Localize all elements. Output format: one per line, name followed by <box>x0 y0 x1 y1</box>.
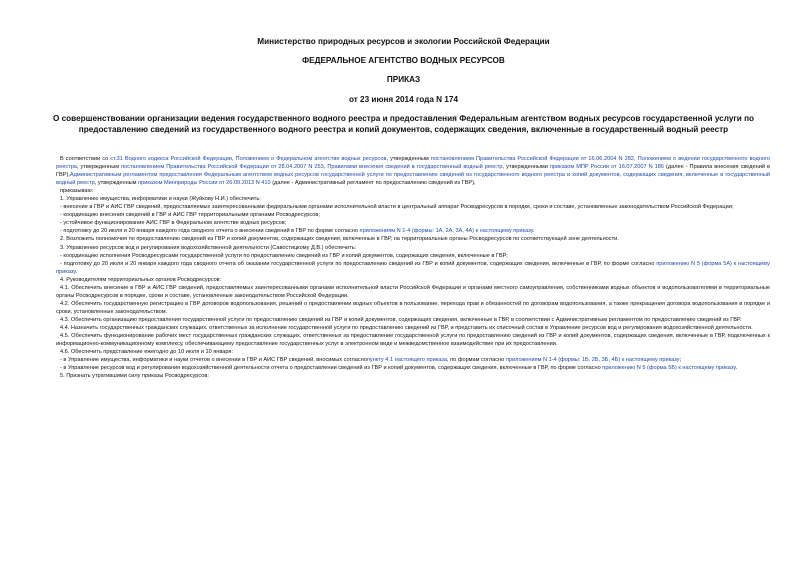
agency-regulation-link[interactable]: Положением о Федеральном агентстве водных ресурсов <box>235 156 387 162</box>
clause-text: , по формам согласно <box>447 357 506 364</box>
clause-3-item-b <box>56 260 770 276</box>
clause-4-1: 4.1. Обеспечить внесение в ГВР и АИС ГВР сведений, предоставляемых заинтересованными органами исполнительной власти Российской Федерации и органами местного самоуправления, собственниками водных объектов и водопользователями в территориальные органы Росводресурсов в порядке, сроки и составе, установленные законодательством Российской Федерации. <box>56 284 770 299</box>
clause-4-5: 4.5. Обеспечить функционирование рабочих мест государственных гражданских служащих, ответственных за предоставление государственной услуги по предоставлению сведений из ГВР и копий документов, содержащих сведения, включенные в ГВР, подключенных к информационно-коммуникационному комплексу, обеспечивающему предоставление государственных услуг в электронном виде и межведомственное взаимодействие при их предоставлении. <box>56 333 770 348</box>
clause-1-item-d <box>56 227 770 235</box>
preamble-text: (далее - Правила внесения сведений в ГВР), <box>56 164 770 179</box>
clause-text: . <box>75 268 78 275</box>
clause-3: 3. Управлению ресурсов вод и регулирования водохозяйственной деятельности (Савостицкому Д.В.) обеспечить: <box>60 244 357 251</box>
clause-4-6-item-a <box>56 356 770 364</box>
clause-text: - в Управление ресурсов вод и регулирования водохозяйственной деятельности отчета о предоставлении сведений из ГВР и копий документов, содержащих сведения, включенные в ГВР, по форме согласно <box>60 365 603 372</box>
preamble-text: , <box>323 164 328 171</box>
clause-text: - подготовку до 20 июля и 20 января каждого года сводного отчета о внесении сведений в ГВР по форме согласно <box>60 228 360 235</box>
clause-4-1-link[interactable]: пункту 4.1 настоящего приказа <box>366 357 448 364</box>
preamble-paragraph <box>56 155 770 187</box>
appendix-5-b-link[interactable]: приложению N 5 (форма 5Б) к настоящему приказу <box>602 365 736 372</box>
order-directive: приказываю: <box>60 188 94 195</box>
clause-text: - в Управление имущества, информатики и науки отчетов о внесении в ГВР и АИС ГВР сведений, вносимых согласно <box>60 357 367 364</box>
minprirody-order-410-link[interactable]: приказом Минприроды России от 26.09.2013 N 410 <box>138 180 271 187</box>
clause-1: 1. Управлению имущества, информатики и науки (Жуйкову Н.И.) обеспечить: <box>60 196 261 203</box>
water-code-link[interactable]: ст.31 Водного кодекса Российской Федерации <box>110 156 232 162</box>
preamble-text: , утвержденным <box>94 180 139 187</box>
preamble-text: (далее - Административный регламент по предоставлению сведений из ГВР), <box>270 180 476 187</box>
clause-4-3: 4.3. Обеспечить организацию предоставления государственной услуги по предоставлению сведений из ГВР и копий документов, содержащих сведения, включенные в ГВР, в соответствии с Административным регламентом по предоставлению сведений из ГВР. <box>60 316 742 323</box>
appendix-1-4-a-link[interactable]: приложениям N 1-4 (формы: 1А, 2А, 3А, 4А) к настоящему приказу <box>359 228 533 235</box>
clause-text: ; <box>679 357 682 364</box>
preamble-text: В соответствии со <box>60 156 111 162</box>
clause-text: . <box>735 365 738 372</box>
clause-text: . <box>532 228 535 235</box>
admin-regulation-link[interactable]: Административным регламентом предоставления Федеральным агентством водных ресурсов государственной услуги по предоставлению сведений из государственного водного реестра и копий документов, содержащих сведения, включенные в государственный водный реестр <box>56 172 770 187</box>
appendix-5-a-link[interactable]: приложению N 5 (форма 5А) к настоящему приказу <box>56 260 770 275</box>
clause-text: - подготовку до 20 июля и 20 января каждого года сводного отчета об оказании государственной услуги по предоставлению сведений из ГВР и копий документов, содержащих сведения, включенные в ГВР, по форме согласно <box>60 260 657 267</box>
preamble-text: , утвержденным <box>76 164 122 171</box>
document-body <box>56 155 770 380</box>
clause-4-2: 4.2. Обеспечить государственную регистрацию в ГВР договоров водопользования, решений о предоставлении водных объектов в пользование, перехода прав и обязанностей по договорам водопользования, а также прекращения договора водопользования в порядке и сроки, установленные законодательством. <box>56 300 770 315</box>
clause-2: 2. Возложить полномочия по предоставлению сведений из ГВР и копий документов, содержащих сведения, включенные в ГВР, на территориальные органы Росводресурсов по соответствующей зоне деятельности. <box>60 236 619 243</box>
rules-link[interactable]: Правилами внесения сведений в государственный водный реестр <box>327 164 503 171</box>
agency-heading: ФЕДЕРАЛЬНОЕ АГЕНТСТВО ВОДНЫХ РЕСУРСОВ <box>302 56 505 65</box>
government-decree-253-link[interactable]: постановлением Правительства Российской Федерации от 28.04.2007 N 253 <box>121 164 324 171</box>
government-decree-282-link[interactable]: постановлением Правительства Российской Федерации от 16.06.2004 N 282 <box>430 156 634 162</box>
clause-4-4: 4.4. Назначить государственных гражданских служащих, ответственных за исполнение государственной услуги по предоставлению сведений из ГВР, и представить их списочный состав в Управление ресурсов вод и регулирования водохозяйственной деятельности. <box>60 324 753 331</box>
preamble-text: , утвержденными <box>502 164 550 171</box>
clause-4-6: 4.6. Обеспечить представление ежегодно до 10 июля и 10 января: <box>60 349 234 356</box>
register-regulation-link[interactable]: Положением о ведении государственного водного реестра <box>56 156 770 171</box>
clause-1-item-a: - внесение в ГВР и АИС ГВР сведений, предоставляемых заинтересованными федеральными органами исполнительной власти в центральный аппарат Росводресурсов в порядке, сроки и составе, установленные законодательством Российской Федерации; <box>60 204 734 211</box>
preamble-text: , утвержденным <box>386 156 431 162</box>
document-type: ПРИКАЗ <box>386 75 421 84</box>
preamble-text: , <box>633 156 638 162</box>
clause-1-item-b: - координацию внесения сведений в ГВР и АИС ГВР территориальными органами Росводресурсов; <box>60 212 320 219</box>
preamble-text: , <box>231 156 236 162</box>
mpr-order-186-link[interactable]: приказом МПР России от 16.07.2007 N 186 <box>549 164 664 171</box>
document-date-number: от 23 июня 2014 года N 174 <box>348 95 459 104</box>
clause-4-6-item-b <box>56 364 770 372</box>
clause-1-item-c: - устойчивое функционирование АИС ГВР в Федеральном агентстве водных ресурсов; <box>60 220 287 227</box>
clause-5: 5. Признать утратившими силу приказы Росводресурсов: <box>60 373 209 380</box>
clause-4: 4. Руководителям территориальных органов Росводресурсов: <box>60 276 222 283</box>
ministry-heading: Министерство природных ресурсов и экологии Российской Федерации <box>257 37 550 46</box>
clause-3-item-a: - координацию исполнения Росводресурсами государственной услуги по предоставлению сведений из ГВР и копий документов, содержащих сведения, включенные в ГВР; <box>60 252 508 259</box>
document-title: О совершенствовании организации ведения государственного водного реестра и предоставления Федеральным агентством водных ресурсов государственной услуги по предоставлению сведений из государственного водного реестра и копий документов, содержащих сведения, включенные в государственный водный реестр <box>52 114 755 134</box>
appendix-1-4-b-link[interactable]: приложениям N 1-4 (формы: 1Б, 2Б, 3Б, 4Б) к настоящему приказу <box>505 357 680 364</box>
